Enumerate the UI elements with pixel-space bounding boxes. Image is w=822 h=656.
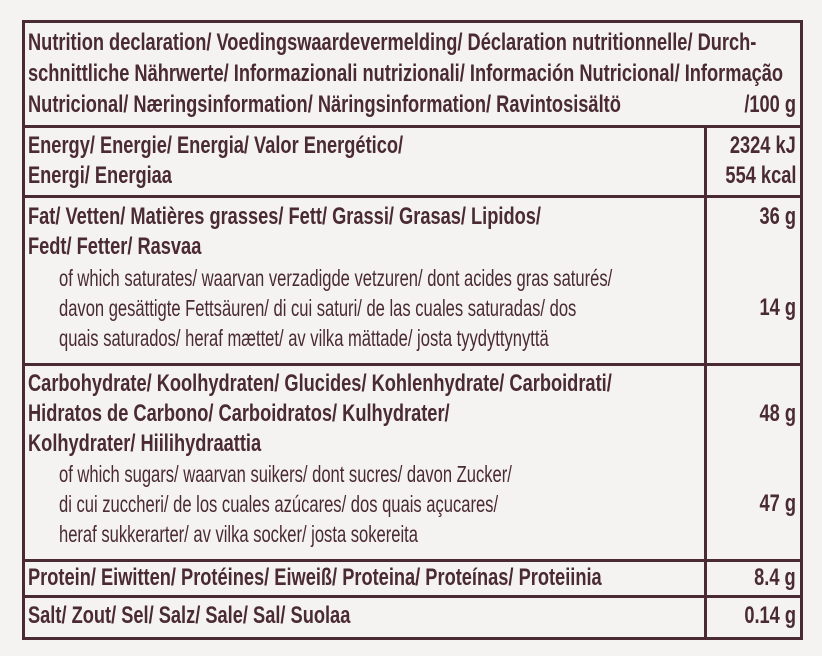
- divider-protein: [25, 595, 800, 598]
- energy-label-1: Energy/ Energie/ Energia/ Valor Energético/: [28, 132, 404, 159]
- protein-label: Protein/ Eiwitten/ Protéines/ Eiweiß/ Proteina/ Proteínas/ Proteiinia: [28, 564, 602, 591]
- energy-label-2: Energi/ Energiaa: [28, 162, 172, 189]
- header-line-2: schnittliche Nährwerte/ Informazionali nutrizionali/ Información Nutricional/ Informação: [28, 60, 784, 87]
- divider-energy: [25, 195, 800, 198]
- fat-label-1: Fat/ Vetten/ Matières grasses/ Fett/ Grassi/ Grasas/ Lipidos/: [28, 203, 541, 230]
- divider-header: [25, 125, 800, 128]
- divider-fat: [25, 363, 800, 366]
- fat-value: 36 g: [759, 203, 796, 230]
- sugars-value: 47 g: [759, 490, 796, 517]
- saturates-label-3: quais saturados/ heraf mættet/ av vilka mättade/ josta tyydyttynyttä: [59, 325, 549, 351]
- saturates-label-1: of which saturates/ waarvan verzadigde vetzuren/ dont acides gras saturés/: [59, 265, 613, 291]
- protein-value: 8.4 g: [754, 564, 796, 591]
- carbohydrate-label-2: Hidratos de Carbono/ Carboidratos/ Kulhydrater/: [28, 400, 450, 427]
- sugars-label-2: di cui zuccheri/ de los cuales azúcares/ dos quais açucares/: [59, 491, 499, 517]
- header-line-3: Nutricional/ Næringsinformation/ Näringsinformation/ Ravintosisältö: [28, 91, 621, 118]
- column-divider: [704, 125, 707, 640]
- divider-carbohydrate: [25, 559, 800, 562]
- carbohydrate-label-1: Carbohydrate/ Koolhydraten/ Glucides/ Kohlenhydrate/ Carboidrati/: [28, 370, 612, 397]
- carbohydrate-value: 48 g: [759, 400, 796, 427]
- energy-kj-value: 2324 kJ: [730, 132, 796, 159]
- per-100g-label: /100 g: [744, 91, 796, 118]
- carbohydrate-label-3: Kolhydrater/ Hiilihydraattia: [28, 430, 262, 457]
- salt-label: Salt/ Zout/ Sel/ Salz/ Sale/ Sal/ Suolaa: [28, 602, 351, 629]
- energy-kcal-value: 554 kcal: [724, 162, 796, 189]
- sugars-label-3: heraf sukkerarter/ av vilka socker/ josta sokereita: [59, 521, 418, 547]
- saturates-value: 14 g: [759, 294, 796, 321]
- fat-label-2: Fedt/ Fetter/ Rasvaa: [28, 233, 202, 260]
- saturates-label-2: davon gesättigte Fettsäuren/ di cui saturi/ de las cuales saturadas/ dos: [59, 295, 577, 321]
- salt-value: 0.14 g: [744, 602, 796, 629]
- sugars-label-1: of which sugars/ waarvan suikers/ dont sucres/ davon Zucker/: [59, 461, 512, 487]
- nutrition-table: [22, 20, 803, 640]
- header-line-1: Nutrition declaration/ Voedingswaardevermelding/ Déclaration nutritionnelle/ Durch-: [28, 29, 757, 56]
